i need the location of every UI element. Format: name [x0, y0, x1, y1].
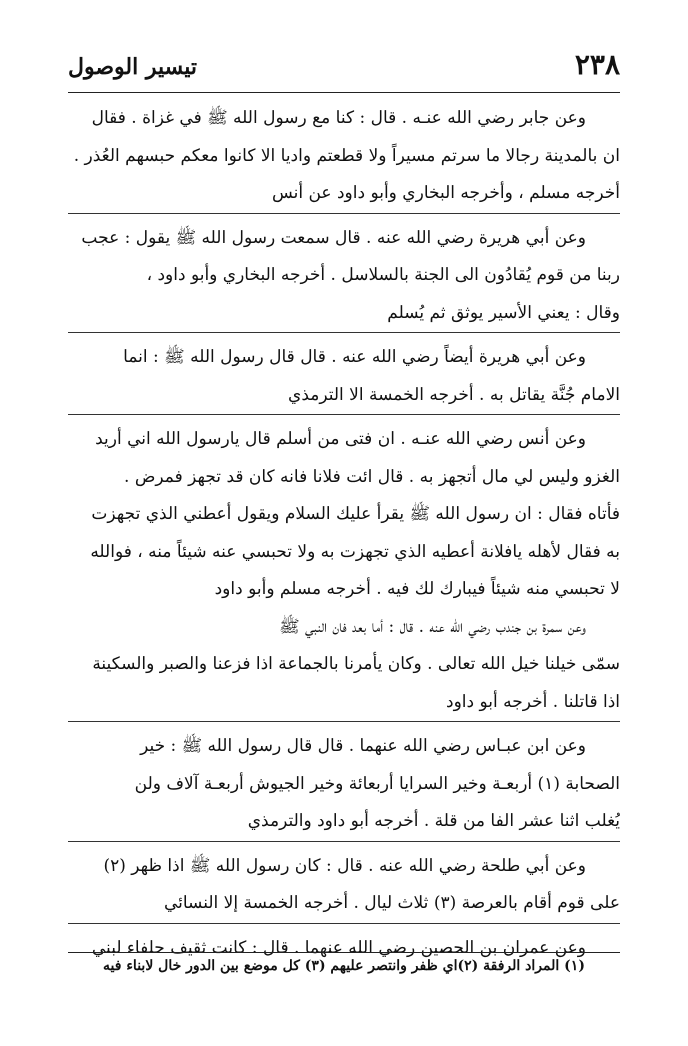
hadith-line: فأتاه فقال : ان رسول الله ﷺ يقرأ عليك السلام ويقول أعطني الذي تجهزت [91, 504, 620, 524]
page-header [68, 48, 620, 88]
running-title: تيسير الوصول [68, 54, 198, 80]
page-number: ٢٣٨ [574, 48, 620, 81]
hadith-line: ان بالمدينة رجالا ما سرتم مسيراً ولا قطعتم واديا الا كانوا معكم حبسهم العُذر . [73, 145, 620, 166]
footnote: (١) المراد الرفقة (٢)اي ظفر وانتصر عليهم (٣) كل موضع بين الدور خال لابناء فيه [103, 958, 585, 974]
header-rule [68, 92, 620, 93]
hadith-line: يُغلب اثنا عشر الفا من قلة . أخرجه أبو داود والترمذي [247, 811, 620, 831]
hadith-line: به فقال لأهله يافلانة أعطيه الذي تجهزت به ولا تحبسي عنه شيئاً منه ، فوالله [90, 541, 620, 562]
section-divider [68, 332, 620, 339]
hadith-line: لا تحبسي منه شيئاً فيبارك لك فيه . أخرجه مسلم وأبو داود [214, 579, 620, 599]
hadith-line: وعن أبي طلحة رضي الله عنه . قال : كان رسول الله ﷺ اذا ظهر (٢) [103, 855, 586, 876]
hadith-line: الغزو وليس لي مال أتجهز به . قال ائت فلانا فانه كان قد تجهز فمرض . [124, 466, 620, 487]
hadith-line: وعن ابن عبـاس رضي الله عنهما . قال قال رسول الله ﷺ : خير [140, 736, 586, 756]
hadith-line: وعن أنس رضي الله عنـه . ان فتى من أسلم قال يارسول الله اني أريد [95, 429, 586, 449]
section-divider [68, 841, 620, 848]
hadith-line: وعن أبي هريرة أيضاً رضي الله عنه . قال قال رسول الله ﷺ : انما [123, 347, 586, 367]
hadith-line: الصحابة (١) أربعـة وخير السرايا أربعائة وخير الجيوش أربعـة آلاف ولن [134, 773, 620, 794]
section-divider [68, 923, 620, 930]
hadith-line: وقال : يعني الأسير يوثق ثم يُسلم [387, 302, 620, 323]
hadith-line: ربنا من قوم يُقادُون الى الجنة بالسلاسل . أخرجه البخاري وأبو داود ، [146, 265, 620, 285]
section-divider [68, 414, 620, 421]
body-text [68, 100, 620, 967]
hadith-line: وعن أبي هريرة رضي الله عنه . قال سمعت رسول الله ﷺ يقول : عجب [81, 227, 586, 248]
hadith-line: اذا قاتلنا . أخرجه أبو داود [446, 691, 620, 712]
hadith-line: وعن سمرة بن جندب رضي الله عنه . قال : أما بعد فان النبي ﷺ [279, 616, 586, 637]
section-divider [68, 213, 620, 220]
hadith-line: الامام جُنَّة يقاتل به . أخرجه الخمسة الا الترمذي [288, 384, 620, 405]
section-divider [68, 721, 620, 728]
hadith-line: أخرجه مسلم ، وأخرجه البخاري وأبو داود عن أنس [271, 183, 620, 203]
footnote-rule [68, 952, 620, 953]
hadith-line: سمّى خيلنا خيل الله تعالى . وكان يأمرنا بالجماعة اذا فزعنا والصبر والسكينة [92, 654, 620, 674]
hadith-line: وعن جابر رضي الله عنـه . قال : كنا مع رسول الله ﷺ في غزاة . فقال [91, 108, 586, 128]
hadith-line: وعن عمران بن الحصين رضي الله عنهما . قال : كانت ثقيف حلفاء لبني [91, 937, 586, 958]
hadith-line: على قوم أقام بالعرصة (٣) ثلاث ليال . أخرجه الخمسة إلا النسائي [163, 893, 620, 913]
